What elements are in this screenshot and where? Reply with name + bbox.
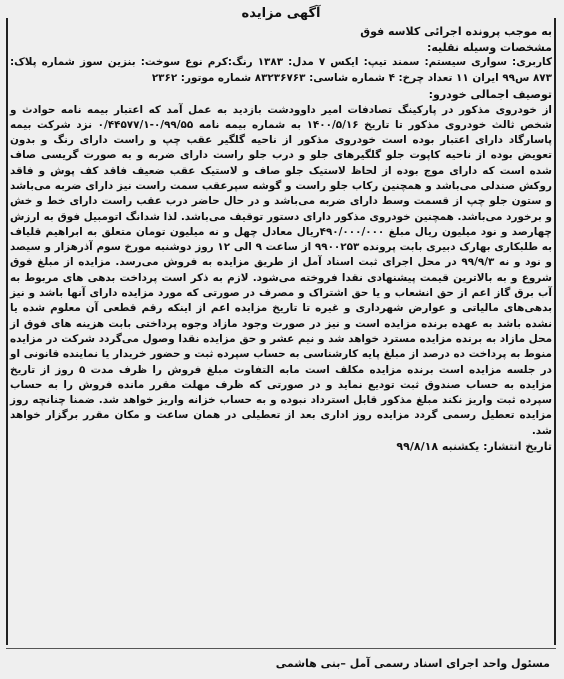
publish-date: تاریخ انتشار: یکشنبه ۹۹/۸/۱۸ xyxy=(396,440,552,454)
notice-body: از خودروی مذکور در پارکینگ تصادفات امیر داوودشت بازدید به عمل آمد که اعتبار بیمه نامه حوادث و شخص ثالث خودروی مذکور تا تاریخ ۱۴۰۰/۵/۱۶ به شماره بیمه نامه ۰/۹۹/۵۵-۰/۴۴۵۷۷/۱ نزد شرکت بیمه پاسارگاد دارای اعتبار بوده است خودروی مذکور از ناحیه گلگیر عقب چپ و راست دارای رنگ و بدون تعویض بوده از ناحیه کاپوت جلو گلگیرهای جلو و درب جلو راست دارای ضربه و به صورت گریسی صاف شده است که دارای موج بوده از لحاظ لاستیک جلو صاف و لاستیک عقب ضعیف فاقد کف پوش و فاقد روکش صندلی می‌باشد و همچنین رکاب جلو راست و گوشه سپرعقب سمت راست نیز دارای ضربه می‌باشد و ستون جلو چپ از قسمت وسط دارای ضربه می‌باشد و در حال حاضر درب عقب راست دارای خط و خش و برخورد می‌باشد. همچنین خودروی مذکور دارای دستور توقیف می‌باشد. لذا شدانگ اتومبیل فوق به ارزش چهارصد و نود میلیون ریال مبلغ ۴۹۰/۰۰۰/۰۰۰ریال معادل چهل و نه میلیون تومان متعلق به ابراهیم قلیاف به طلبکاری بهارک دبیری بابت پرونده ۹۹۰۰۲۵۳ از ساعت ۹ الی ۱۲ روز دوشنبه مورخ سوم آذرهزار و سیصد و نود و نه ۹۹/۹/۳ در محل اجرای ثبت اسناد آمل از طریق مزایده به فروش می‌رسد. مزایده از مبلغ فوق شروع و به بالاترین قیمت پیشنهادی نقدا فروخته می‌شود. لازم به ذکر است پرداخت بدهی های مربوط به آب برق گاز اعم از حق انشعاب و یا حق اشتراک و مصرف در صورتی که مورد مزایده دارای آنها باشد و نیز بدهی‌های مالیاتی و عوارض شهرداری و غیره تا تاریخ مزایده اعم از اینکه رقم قطعی آن معلوم شده یا نشده باشد به عهده برنده مزایده است و نیز در صورت وجود مازاد وجوه پرداختی بابت هزینه های فوق از محل مازاد به برنده مزایده مسترد خواهد شد و نیم عشر و حق مزایده نقدا وصول می‌گردد شرکت در مزایده منوط به پرداخت ده درصد از مبلغ پایه کارشناسی به حساب سپرده ثبت و حضور خریدار یا نماینده قانونی او در جلسه مزایده است برنده مزایده مکلف است مابه التفاوت مبلغ فروش را ظرف مدت ۵ روز از تاریخ مزایده به حساب صندوق ثبت تودیع نماید و در صورتی که ظرف مهلت مقرر مانده فروش را به حساب سپرده ثبت واریز نکند مبلغ مذکور قابل استرداد نبوده و به حساب خزانه واریز خواهد شد. ضمنا چنانچه روز مزایده تعطیل رسمی گردد مزایده روز اداری بعد از تعطیلی در همان ساعت و مکان مقرر برگزار خواهد شد. xyxy=(10,103,552,437)
signature-line: مسئول واحد اجرای اسناد رسمی آمل –بنی هاشمی xyxy=(275,657,550,670)
vehicle-spec-heading: مشخصات وسیله نقلیه: xyxy=(426,40,552,54)
notice-title: آگهی مزایده xyxy=(241,6,321,21)
general-desc-heading: توصیف اجمالی خودرو: xyxy=(428,87,552,101)
intro-line: به موجب پرونده اجرائی کلاسه فوق xyxy=(360,25,552,38)
vehicle-spec: کاربری: سواری سیستم: سمند تیپ: ایکس ۷ مدل: ۱۳۸۳ رنگ:کرم نوع سوخت: بنزین سوز شماره پلاک: ۸۷۳ س۹۹ ایران ۱۱ تعداد چرخ: ۴ شماره شاسی: ۸۳۲۳۶۷۶۳ شماره موتور: ۲۳۶۲ xyxy=(10,56,553,85)
footer-divider xyxy=(6,648,556,649)
